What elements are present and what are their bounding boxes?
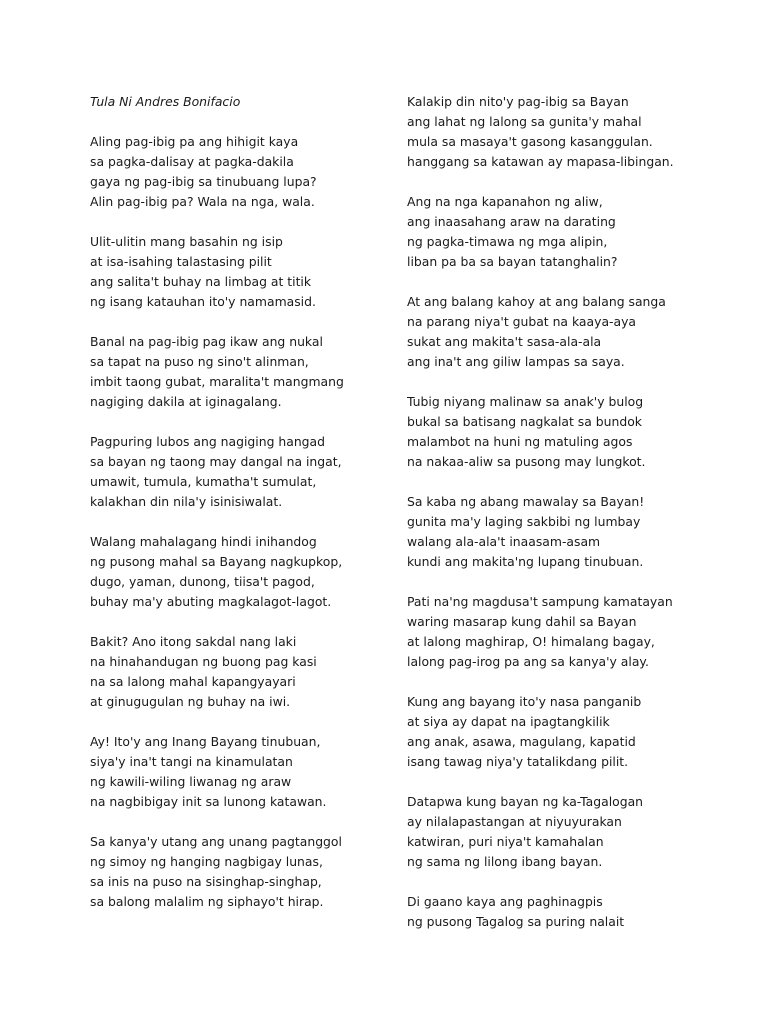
poem-line: ang salita't buhay na limbag at titik [90, 274, 312, 289]
poem-line: Pagpuring lubos ang nagiging hangad [90, 434, 326, 449]
poem-line: lalong pag-irog pa ang sa kanya'y alay. [407, 654, 649, 669]
stanza [407, 292, 707, 372]
poem-line: Aling pag-ibig pa ang hihigit kaya [90, 134, 299, 149]
poem-line: isang tawag niya'y tatalikdang pilit. [407, 754, 629, 769]
poem-line: kalakhan din nila'y isinisiwalat. [90, 494, 283, 509]
poem-line: katwiran, puri niya't kamahalan [407, 834, 604, 849]
poem-line: Sa kanya'y utang ang unang pagtanggol [90, 834, 342, 849]
poem-line: ng pusong Tagalog sa puring nalait [407, 914, 625, 929]
poem-line: gaya ng pag-ibig sa tinubuang lupa? [90, 174, 317, 189]
poem-line: ng pusong mahal sa Bayang nagkupkop, [90, 554, 343, 569]
poem-line: na parang niya't gubat na kaaya-aya [407, 314, 637, 329]
poem-line: Ulit-ulitin mang basahin ng isip [90, 234, 283, 249]
left-stanzas [90, 132, 390, 912]
poem-line: ng kawili-wiling liwanag ng araw [90, 774, 292, 789]
poem-line: Walang mahalagang hindi inihandog [90, 534, 317, 549]
poem-line: sukat ang makita't sasa-ala-ala [407, 334, 602, 349]
poem-line: Sa kaba ng abang mawalay sa Bayan! [407, 494, 645, 509]
poem-line: Alin pag-ibig pa? Wala na nga, wala. [90, 194, 315, 209]
poem-title: Tula Ni Andres Bonifacio [90, 94, 241, 109]
poem-line: ang lahat ng lalong sa gunita'y mahal [407, 114, 642, 129]
stanza [407, 692, 707, 772]
poem-line: at lalong maghirap, O! himalang bagay, [407, 634, 655, 649]
poem-line: ng isang katauhan ito'y namamasid. [90, 294, 316, 309]
poem-line: sa tapat na puso ng sino't alinman, [90, 354, 309, 369]
stanza [90, 232, 390, 312]
stanza [90, 532, 390, 612]
stanza [90, 832, 390, 912]
poem-line: imbit taong gubat, maralita't mangmang [90, 374, 344, 389]
poem-line: at isa-isahing talastasing pilit [90, 254, 272, 269]
poem-line: Di gaano kaya ang paghinagpis [407, 894, 603, 909]
poem-line: na nagbibigay init sa lunong katawan. [90, 794, 327, 809]
poem-line: Tubig niyang malinaw sa anak'y bulog [407, 394, 644, 409]
poem-line: dugo, yaman, dunong, tiisa't pagod, [90, 574, 315, 589]
stanza [90, 132, 390, 212]
poem-line: buhay ma'y abuting magkalagot-lagot. [90, 594, 332, 609]
poem-line: sa bayan ng taong may dangal na ingat, [90, 454, 342, 469]
poem-line: siya'y ina't tangi na kinamulatan [90, 754, 293, 769]
poem-line: waring masarap kung dahil sa Bayan [407, 614, 637, 629]
poem-line: kundi ang makita'ng lupang tinubuan. [407, 554, 644, 569]
poem-line: Kalakip din nito'y pag-ibig sa Bayan [407, 94, 629, 109]
stanza [407, 592, 707, 672]
poem-line: Ay! Ito'y ang Inang Bayang tinubuan, [90, 734, 321, 749]
poem-line: at siya ay dapat na ipagtangkilik [407, 714, 610, 729]
poem-line: ay nilalapastangan at niyuyurakan [407, 814, 622, 829]
poem-line: na hinahandugan ng buong pag kasi [90, 654, 317, 669]
stanza [407, 192, 707, 272]
stanza [407, 892, 707, 932]
stanza [407, 92, 707, 172]
poem-line: Datapwa kung bayan ng ka-Tagalogan [407, 794, 644, 809]
poem-line: na sa lalong mahal kapangyayari [90, 674, 296, 689]
poem-line: Kung ang bayang ito'y nasa panganib [407, 694, 642, 709]
poem-line: ng simoy ng hanging nagbigay lunas, [90, 854, 323, 869]
poem-line: Bakit? Ano itong sakdal nang laki [90, 634, 297, 649]
poem-line: ng pagka-timawa ng mga alipin, [407, 234, 608, 249]
poem-line: at ginugugulan ng buhay na iwi. [90, 694, 291, 709]
stanza [90, 432, 390, 512]
poem-line: ang ina't ang giliw lampas sa saya. [407, 354, 625, 369]
poem-line: ng sama ng lilong ibang bayan. [407, 854, 603, 869]
poem-line: sa inis na puso na sisinghap-singhap, [90, 874, 322, 889]
poem-line: ang anak, asawa, magulang, kapatid [407, 734, 636, 749]
left-column [90, 92, 390, 932]
poem-line: Banal na pag-ibig pag ikaw ang nukal [90, 334, 323, 349]
poem-line: nagiging dakila at iginagalang. [90, 394, 282, 409]
poem-line: mula sa masaya't gasong kasanggulan. [407, 134, 653, 149]
poem-line: sa balong malalim ng siphayo't hirap. [90, 894, 324, 909]
poem-line: Pati na'ng magdusa't sampung kamatayan [407, 594, 673, 609]
poem-line: ang inaasahang araw na darating [407, 214, 616, 229]
stanza [90, 632, 390, 712]
poem-line: umawit, tumula, kumatha't sumulat, [90, 474, 317, 489]
poem-line: Ang na nga kapanahon ng aliw, [407, 194, 603, 209]
poem-line: liban pa ba sa bayan tatanghalin? [407, 254, 618, 269]
poem-line: malambot na huni ng matuling agos [407, 434, 633, 449]
right-stanzas [407, 92, 707, 932]
stanza [407, 492, 707, 572]
poem-line: walang ala-ala't inaasam-asam [407, 534, 601, 549]
poem-line: At ang balang kahoy at ang balang sanga [407, 294, 666, 309]
poem-line: na nakaa-aliw sa pusong may lungkot. [407, 454, 646, 469]
stanza [407, 392, 707, 472]
poem-line: sa pagka-dalisay at pagka-dakila [90, 154, 294, 169]
poem-line: hanggang sa katawan ay mapasa-libingan. [407, 154, 674, 169]
right-column [407, 92, 707, 952]
poem-line: bukal sa batisang nagkalat sa bundok [407, 414, 642, 429]
stanza [90, 732, 390, 812]
stanza [407, 792, 707, 872]
poem-line: gunita ma'y laging sakbibi ng lumbay [407, 514, 641, 529]
stanza [90, 332, 390, 412]
